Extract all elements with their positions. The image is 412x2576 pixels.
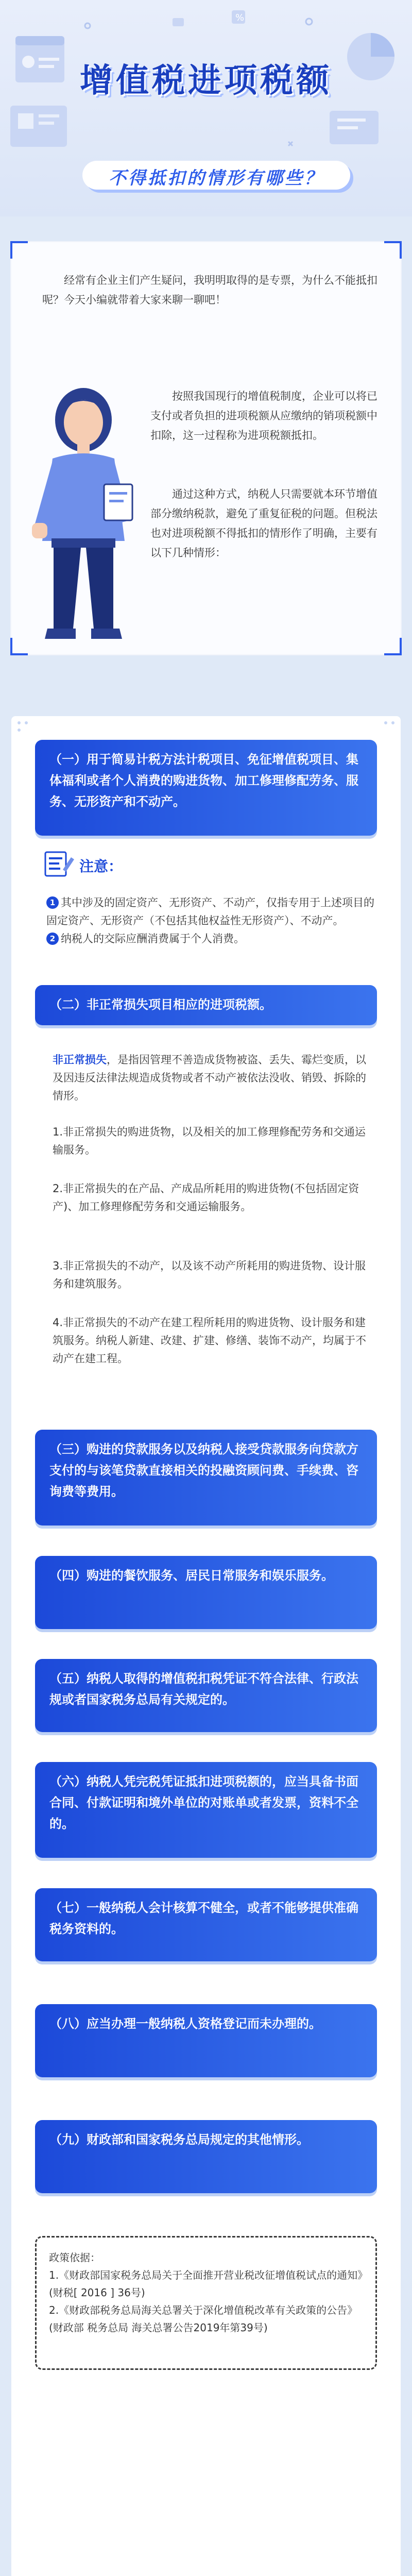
note-body bbox=[46, 894, 376, 948]
note-item bbox=[46, 930, 376, 948]
hero-banner bbox=[0, 0, 412, 216]
intro-paragraph: 通过这种方式，纳税人只需要就本环节增值部分缴纳税款，避免了重复征税的问题。但税法也对进项税额不得抵扣的情形作了明确，主要有以下几种情形： bbox=[150, 488, 377, 559]
rule-box: （三）购进的贷款服务以及纳税人接受贷款服务向贷款方支付的与该笔贷款直接相关的投融资顾问费、手续费、咨询费等费用。 bbox=[35, 1430, 377, 1526]
corner-mark bbox=[384, 241, 402, 259]
policy-box bbox=[35, 2236, 377, 2370]
decorative-dot bbox=[18, 728, 21, 732]
list-item: 1.非正常损失的购进货物，以及相关的加工修理修配劳务和交通运输服务。 bbox=[53, 1126, 366, 1156]
content-panel bbox=[11, 716, 401, 2576]
notepad-icon bbox=[42, 848, 75, 879]
note-label: 注意： bbox=[79, 858, 123, 875]
policy-item: 1.《财政部国家税务总局关于全面推开营业税改征增值税试点的通知》(财税[ 2016 ] 36号) bbox=[49, 2269, 363, 2299]
page-title: 增值税进项税额 bbox=[80, 62, 332, 100]
rule-box: （一）用于简易计税方法计税项目、免征增值税项目、集体福利或者个人消费的购进货物、加工修理修配劳务、服务、无形资产和不动产。 bbox=[35, 740, 377, 836]
svg-text:%: % bbox=[235, 12, 245, 23]
corner-mark bbox=[384, 638, 402, 655]
note-text: 其中涉及的固定资产、无形资产、不动产，仅指专用于上述项目的固定资产、无形资产（不包括其他权益性无形资产）、不动产。 bbox=[46, 896, 374, 927]
rule-box: （八）应当办理一般纳税人资格登记而未办理的。 bbox=[35, 2004, 377, 2077]
decorative-dot bbox=[18, 721, 21, 724]
rule-box: （六）纳税人凭完税凭证抵扣进项税额的，应当具备书面合同、付款证明和境外单位的对账单或者发票，资料不全的。 bbox=[35, 1762, 377, 1858]
intro-card bbox=[11, 242, 401, 654]
corner-mark bbox=[10, 241, 28, 259]
page-subtitle: 不得抵扣的情形有哪些？ bbox=[109, 168, 324, 189]
rule-box: （二）非正常损失项目相应的进项税额。 bbox=[35, 985, 377, 1025]
decorative-dot bbox=[384, 721, 387, 724]
intro-paragraph: 经常有企业主们产生疑问，我明明取得的是专票，为什么不能抵扣呢？今天小编就带着大家来聊一聊吧！ bbox=[42, 274, 377, 306]
note-item bbox=[46, 894, 376, 930]
policy-item: 2.《财政部税务总局海关总署关于深化增值税改革有关政策的公告》(财政部 税务总局 海关总署公告2019年第39号) bbox=[49, 2304, 358, 2334]
woman-illustration bbox=[22, 371, 145, 649]
list-item: 3.非正常损失的不动产，以及该不动产所耗用的购进货物、设计服务和建筑服务。 bbox=[53, 1260, 366, 1290]
decorative-dot bbox=[25, 721, 28, 724]
list-item: 2.非正常损失的在产品、产成品所耗用的购进货物(不包括固定资产)、加工修理修配劳务和交通运输服务。 bbox=[53, 1182, 359, 1213]
decorative-dot bbox=[391, 721, 394, 724]
rule-box: （四）购进的餐饮服务、居民日常服务和娱乐服务。 bbox=[35, 1556, 377, 1629]
number-badge: 1 bbox=[46, 896, 59, 909]
definition-text: ，是指因管理不善造成货物被盗、丢失、霉烂变质，以及因违反法律法规造成货物或者不动产被依法没收、销毁、拆除的情形。 bbox=[53, 1054, 366, 1102]
subtitle-pill bbox=[82, 155, 350, 191]
definition-paragraph bbox=[53, 1051, 372, 1105]
rule-box: （九）财政部和国家税务总局规定的其他情形。 bbox=[35, 2120, 377, 2193]
note-text: 纳税人的交际应酬消费属于个人消费。 bbox=[61, 933, 245, 945]
number-badge: 2 bbox=[46, 933, 59, 945]
rule-box: （五）纳税人取得的增值税扣税凭证不符合法律、行政法规或者国家税务总局有关规定的。 bbox=[35, 1659, 377, 1732]
policy-heading: 政策依据： bbox=[49, 2251, 100, 2264]
term-highlight: 非正常损失 bbox=[53, 1054, 107, 1066]
rule-box: （七）一般纳税人会计核算不健全，或者不能够提供准确税务资料的。 bbox=[35, 1888, 377, 1961]
intro-paragraph: 按照我国现行的增值税制度，企业可以将已支付或者负担的进项税额从应缴纳的销项税额中扣除，这一过程称为进项税额抵扣。 bbox=[150, 390, 377, 442]
note-header bbox=[42, 848, 197, 879]
list-item: 4.非正常损失的不动产在建工程所耗用的购进货物、设计服务和建筑服务。纳税人新建、改建、扩建、修缮、装饰不动产，均属于不动产在建工程。 bbox=[53, 1316, 366, 1365]
